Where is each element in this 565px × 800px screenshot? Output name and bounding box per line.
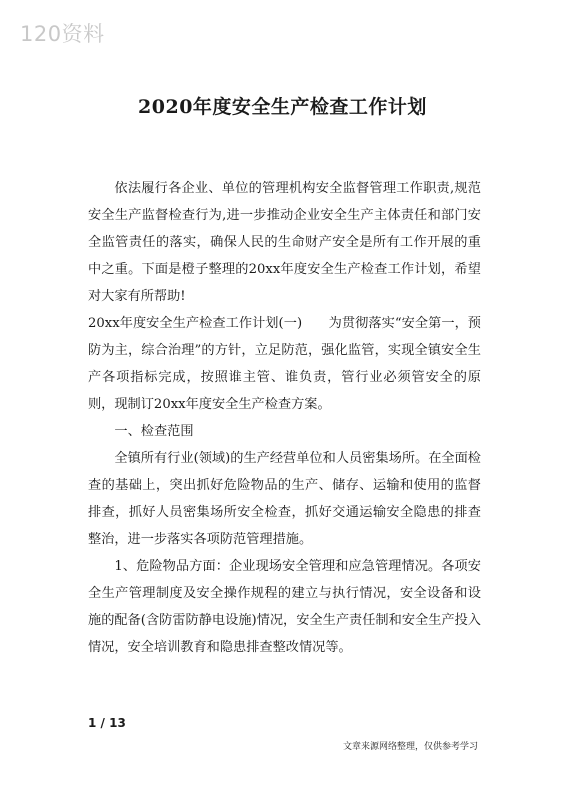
document-title: 2020年度安全生产检查工作计划	[138, 96, 427, 118]
paragraph-intro: 依法履行各企业、单位的管理机构安全监督管理工作职责,规范安全生产监督检查行为,进一步推动企业安全生产主体责任和部门安全监管责任的落实，确保人民的生命财产安全是所有工作开展的重中之重。下面是橙子整理的20xx年度安全生产检查工作计划，希望对大家有所帮助!	[88, 181, 481, 304]
document-body	[88, 175, 481, 661]
paragraph-plan-one: 20xx年度安全生产检查工作计划(一) 为贯彻落实“安全第一，预防为主，综合治理”的方针，立足防范，强化监管，实现全镇安全生产各项指标完成，按照谁主管、谁负责，管行业必须管安全的原则，现制订20xx年度安全生产检查方案。	[88, 316, 481, 412]
watermark-logo: 120资料	[20, 22, 105, 46]
page-number: 1 / 13	[88, 716, 126, 730]
footer-note: 文章来源网络整理，仅供参考学习	[342, 742, 478, 752]
section-heading-scope: 一、检查范围	[114, 424, 194, 439]
paragraph-scope: 全镇所有行业(领域)的生产经营单位和人员密集场所。在全面检查的基础上，突出抓好危险物品的生产、储存、运输和使用的监督排查，抓好人员密集场所安全检查，抓好交通运输安全隐患的排查整治，进一步落实各项防范管理措施。	[88, 451, 481, 547]
paragraph-hazardous-materials: 1、危险物品方面：企业现场安全管理和应急管理情况。各项安全生产管理制度及安全操作规程的建立与执行情况，安全设备和设施的配备(含防雷防静电设施)情况，安全生产责任制和安全生产投入情况，安全培训教育和隐患排查整改情况等。	[88, 559, 481, 655]
